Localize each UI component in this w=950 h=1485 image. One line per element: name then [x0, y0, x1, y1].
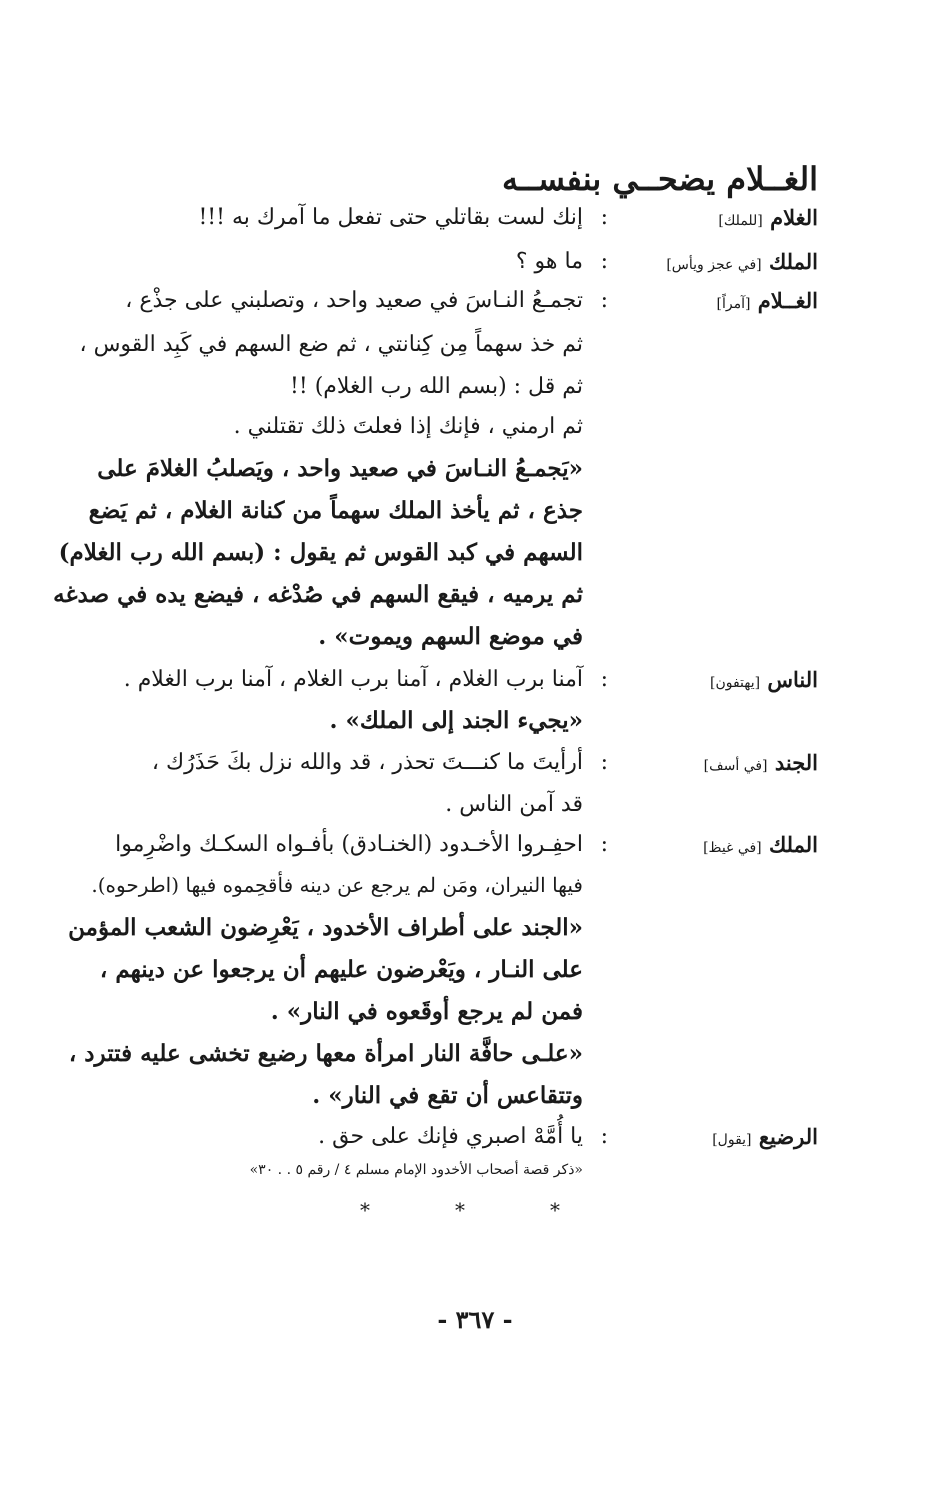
stage-note: [في أسف] — [703, 758, 768, 774]
stage-direction: فمن لم يرجع أوقَعوه في النار» . — [270, 998, 583, 1025]
colon: : — [600, 667, 608, 692]
dialogue-continuation: ثم قل : (بسم الله رب الغلام) !! — [290, 374, 583, 399]
stage-direction: «يجيء الجند إلى الملك» . — [329, 707, 583, 734]
stage-direction: جذع ، ثم يأخذ الملك سهماً من كنانة الغلام ، ثم يَضع — [88, 497, 583, 524]
colon: : — [600, 249, 608, 274]
footnote: «ذكر قصة أصحاب الأخدود الإمام مسلم ٤ / رقم ٥ . . ٣٠» — [249, 1162, 583, 1178]
stage-direction: وتتقاعس أن تقع في النار» . — [312, 1082, 583, 1109]
colon: : — [600, 205, 608, 230]
stage-direction: «علـى حافَّة النار امرأة معها رضيع تخشى عليه فتترد ، — [68, 1040, 583, 1067]
colon: : — [600, 750, 608, 775]
stage-note: [يقول] — [712, 1132, 752, 1148]
dialogue-continuation: ثم ارمني ، فإنك إذا فعلتَ ذلك تقتلني . — [233, 414, 583, 439]
speaker-label: الرضيع — [758, 1124, 818, 1149]
stage-direction: «يَجمـعُ النـاسَ في صعيد واحد ، ويَصلبُ الغلامَ على — [97, 455, 583, 482]
stage-direction: السهم في كبد القوس ثم يقول : (بسم الله رب الغلام) — [58, 539, 583, 566]
star-ornament: * — [360, 1198, 370, 1222]
speaker-label: الغلام — [770, 205, 818, 230]
page-number: - ٣٦٧ - — [437, 1305, 513, 1334]
colon: : — [600, 1124, 608, 1149]
dialogue-text: تجمـعُ النـاسَ في صعيد واحد ، وتصلبني على جذْع ، — [125, 288, 583, 313]
speaker-name — [668, 750, 818, 775]
colon: : — [600, 832, 608, 857]
star-ornament: * — [455, 1198, 465, 1222]
stage-note: [يهتفون] — [709, 675, 761, 691]
speaker-name — [668, 832, 818, 857]
colon: : — [600, 288, 608, 313]
speaker-name — [668, 249, 818, 274]
stage-note: [آمراً] — [716, 296, 751, 312]
speaker-name — [668, 288, 818, 313]
dialogue-row — [108, 288, 818, 332]
section-separator — [360, 1198, 560, 1222]
dialogue-row — [108, 667, 818, 711]
stage-direction: على النـار ، ويَعْرضون عليهم أن يرجعوا عن دينهم ، — [99, 956, 583, 983]
dialogue-continuation: قد آمن الناس . — [445, 792, 583, 817]
dialogue-text: آمنا برب الغلام ، آمنا برب الغلام ، آمنا برب الغلام . — [123, 667, 583, 692]
dialogue-text: أرأيتَ ما كنـــتَ تحذر ، قد والله نزل بكَ حَذَرُك ، — [151, 750, 583, 775]
dialogue-text: احفِـروا الأخـدود (الخنـادق) بأفـواه السكـك واضْرِموا — [115, 832, 583, 857]
speaker-label: الملك — [768, 832, 818, 857]
stage-note: [للملك] — [718, 213, 763, 229]
star-ornament: * — [550, 1198, 560, 1222]
speaker-label: الملك — [768, 249, 818, 274]
dialogue-continuation: ثم خذ سهماً مِن كِنانتي ، ثم ضع السهم في كَبِد القوس ، — [79, 332, 583, 357]
scene-title: الغــلام يضحــي بنفســه — [502, 160, 818, 198]
dialogue-continuation: فيها النيران، ومَن لم يرجع عن دينه فأقحِموه فيها (اطرحوه). — [91, 873, 583, 897]
dialogue-row — [108, 832, 818, 876]
dialogue-text: ما هو ؟ — [515, 249, 583, 274]
dialogue-text: إنك لست بقاتلي حتى تفعل ما آمرك به !!! — [198, 205, 583, 230]
dialogue-row — [108, 750, 818, 794]
stage-note: [في عجز ويأس] — [666, 257, 762, 273]
stage-direction: في موضع السهم ويموت» . — [318, 623, 583, 650]
dialogue-row — [108, 249, 818, 293]
stage-direction: «الجند على أطراف الأخدود ، يَعْرِضون الشعب المؤمن — [68, 914, 583, 941]
speaker-name — [668, 205, 818, 230]
stage-direction: ثم يرميه ، فيقع السهم في صُدْغه ، فيضع يده في صدغه — [53, 581, 583, 608]
speaker-label: الجند — [774, 750, 818, 775]
speaker-label: الغــلام — [757, 288, 818, 313]
stage-note: [في غيظ] — [703, 840, 762, 856]
speaker-name — [668, 1124, 818, 1149]
speaker-label: الناس — [767, 667, 818, 692]
dialogue-text: يا أُمَّهْ اصبري فإنك على حق . — [318, 1124, 583, 1149]
speaker-name — [668, 667, 818, 692]
dialogue-row — [108, 205, 818, 249]
